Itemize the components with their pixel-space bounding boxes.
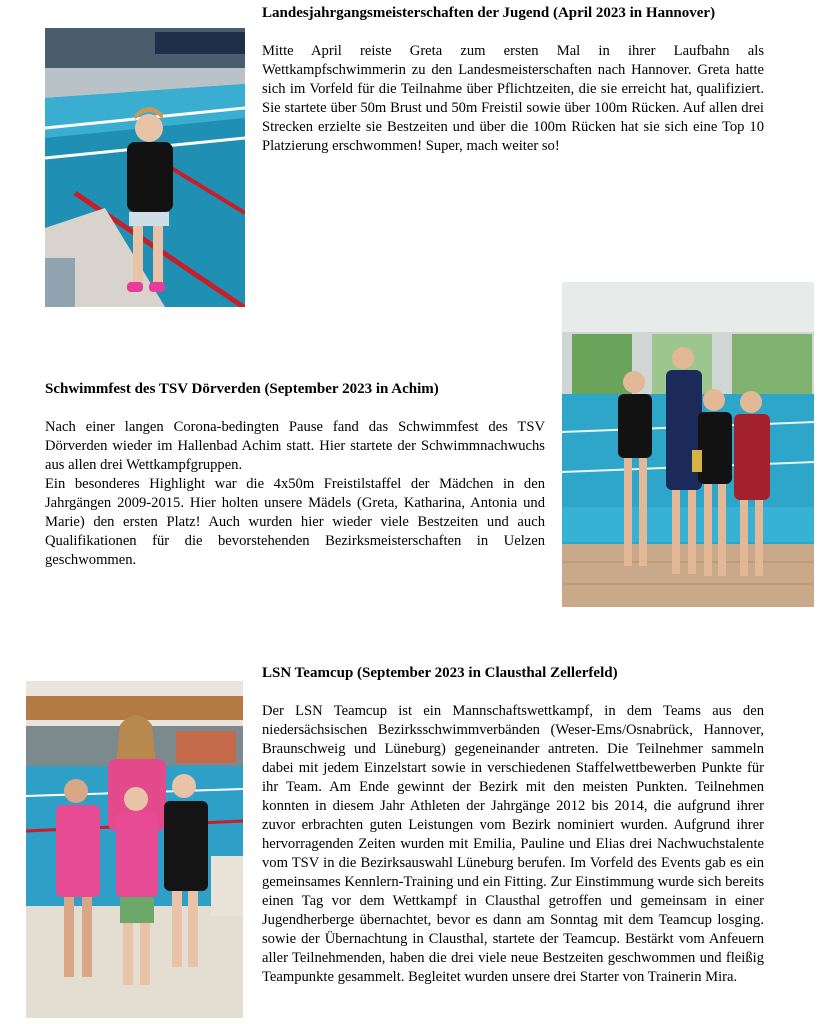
section-1-text xyxy=(262,42,764,156)
section-2-heading: Schwimmfest des TSV Dörverden (September 2023 in Achim) xyxy=(45,381,439,397)
photo-teamcup xyxy=(26,681,243,1018)
photo-greta-pool xyxy=(45,28,245,307)
photo-relay-team xyxy=(562,282,814,607)
section-2-paragraph-1: Nach einer langen Corona-bedingten Pause fand das Schwimmfest des TSV Dörverden wieder im Hallenbad Achim statt. Hier startete der Schwimmnachwuchs aus allen drei Wettkampfgruppen. xyxy=(45,419,545,473)
section-1-paragraph: Mitte April reiste Greta zum ersten Mal in ihrer Laufbahn als Wettkampfschwimmerin zu den Landesmeisterschaften nach Hannover. Greta hatte sich im Vorfeld für die Teilnahme über Pflichtzeiten, die sie erreicht hat, qualifiziert. Sie startete über 50m Brust und 50m Freistil sowie über 100m Rücken. Auf allen drei Strecken erzielte sie Bestzeiten und über die 100m Rücken hat sie sich eine Top 10 Platzierung erschwommen! Super, mach weiter so! xyxy=(262,43,764,154)
section-3-heading: LSN Teamcup (September 2023 in Clausthal Zellerfeld) xyxy=(262,665,618,681)
section-1-heading: Landesjahrgangsmeisterschaften der Jugend (April 2023 in Hannover) xyxy=(262,5,716,21)
section-2-paragraph-2: Ein besonderes Highlight war die 4x50m Freistilstaffel der Mädchen in den Jahrgängen 2009-2015. Hier holten unsere Mädels (Greta, Katharina, Antonia und Marie) den ersten Platz! Auch wurden hier wieder viele Bestzeiten und auch Qualifikationen für die bevorstehenden Bezirksmeisterschaften in Uelzen geschwommen. xyxy=(45,476,545,568)
section-3-paragraph: Der LSN Teamcup ist ein Mannschaftswettkampf, in dem Teams aus den niedersächsischen Bezirksschwimmverbänden (Weser-Ems/Osnabrück, Hannover, Braunschweig und Lüneburg) gegeneinander antreten. Die Teilnehmer sammeln dabei mit jedem Einzelstart sowie in verschiedenen Staffelwettbewerben Punkte für ihr Team. Am Ende gewinnt der Bezirk mit den meisten Punkten. Teilnehmen konnten in diesem Jahr Athleten der Jahrgänge 2012 bis 2014, die aufgrund ihrer zuvor erbrachten guten Leistungen vom Bezirk nominiert wurden. Aufgrund ihrer hervorragenden Zeiten wurden mit Emilia, Pauline und Elias drei Nachwuchstalente vom TSV in die Bezirksauswahl Lüneburg berufen. Im Vorfeld des Events gab es ein gemeinsames Kennlern-Training und ein Fitting. Zur Einstimmung wurde sich bereits einen Tag vor dem Wettkampf in Clausthal getroffen und gemeinsam in einer Jugendherberge übernachtet, bevor es dann am Sonntag mit dem Teamcup losging. sowie der Übernachtung in Clausthal, startete der Teamcup. Bestärkt vom Anfeuern aller Teilnehmenden, haben die drei viele neue Bestzeiten geschwommen und fleißig Teampunkte gesammelt. Begleitet wurden unsere drei Starter von Trainerin Mira. xyxy=(262,703,764,985)
section-3-text xyxy=(262,702,764,987)
section-2-text xyxy=(45,418,545,570)
